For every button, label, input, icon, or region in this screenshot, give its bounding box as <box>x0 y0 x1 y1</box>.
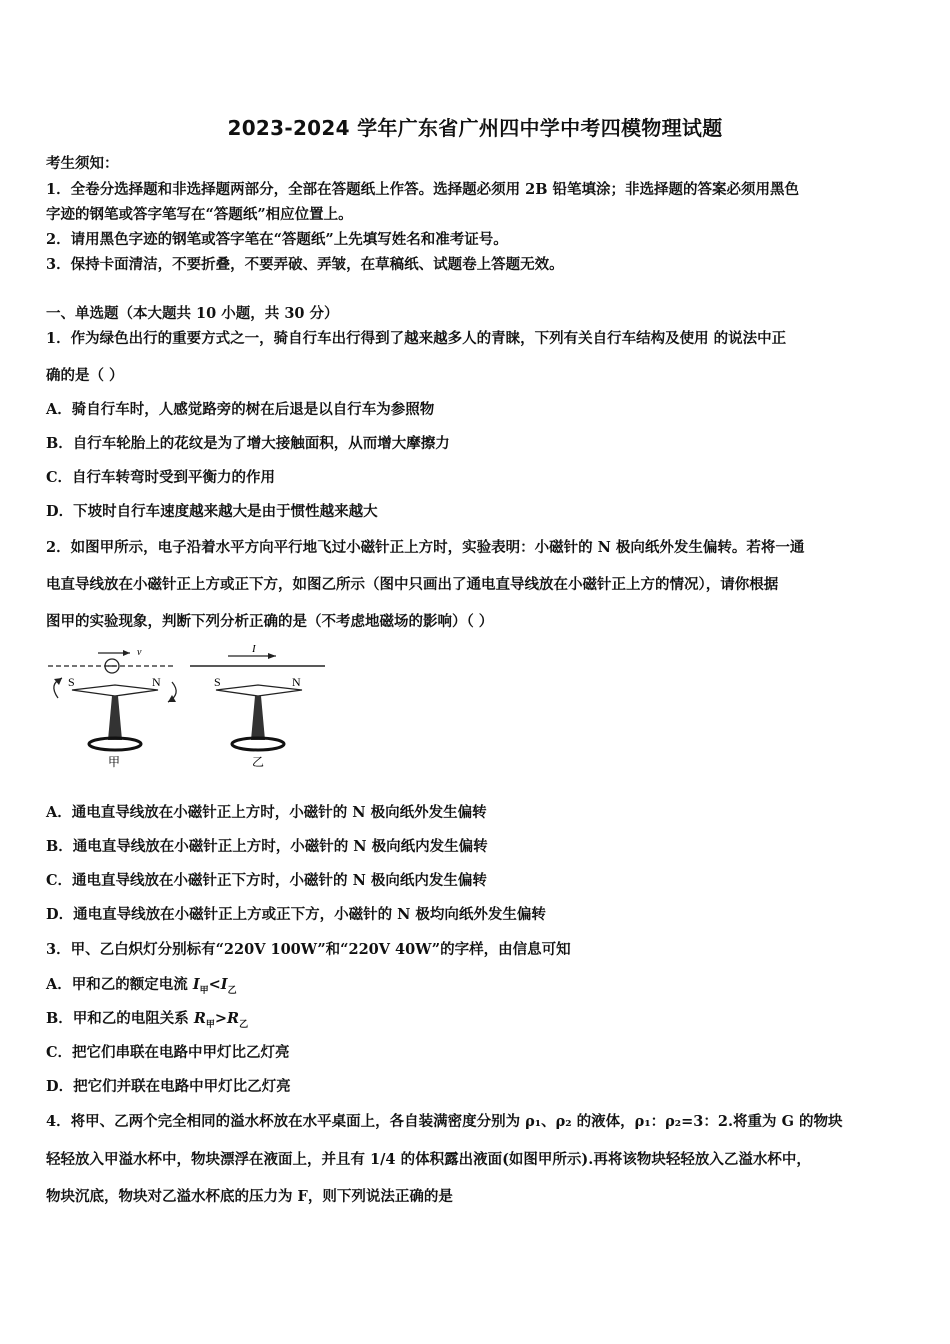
current-arrowhead <box>268 653 276 659</box>
notice-item-2: 2．请用黑色字迹的钢笔或答字笔在“答题纸”上先填写姓名和准考证号。 <box>46 231 508 248</box>
notice-item-1-cont: 字迹的钢笔或答字笔写在“答题纸”相应位置上。 <box>46 206 353 223</box>
current-symbol: I <box>192 976 200 993</box>
resistance-symbol: R <box>227 1010 240 1027</box>
q3-option-a-text: A．甲和乙的额定电流 <box>46 976 193 993</box>
compass-needle-right <box>216 685 302 696</box>
compass-stand-right <box>251 696 265 740</box>
subscript-yi: 乙 <box>227 985 237 996</box>
notice-heading: 考生须知： <box>46 155 119 172</box>
subscript-jia: 甲 <box>199 985 209 996</box>
q1-option-c: C．自行车转弯时受到平衡力的作用 <box>46 469 276 486</box>
figure-label-yi: 乙 <box>252 755 265 769</box>
figure-label-jia: 甲 <box>108 755 121 769</box>
q4-stem-cont: 轻轻放入甲溢水杯中，物块漂浮在液面上，并且有 1/4 的体积露出液面(如图甲所示).再将该物块轻轻放入乙溢水杯中， <box>46 1151 811 1168</box>
subscript-yi: 乙 <box>239 1019 249 1030</box>
compass-needle-left <box>72 685 158 696</box>
south-label-right: S <box>214 675 221 689</box>
notice-item-3: 3．保持卡面清洁，不要折叠，不要弄破、弄皱，在草稿纸、试题卷上答题无效。 <box>46 256 564 273</box>
q3-option-c: C．把它们串联在电路中甲灯比乙灯亮 <box>46 1044 290 1061</box>
north-label-right: N <box>292 675 301 689</box>
q3-option-b-text: B．甲和乙的电阻关系 <box>46 1010 194 1027</box>
q2-option-b: B．通电直导线放在小磁针正上方时，小磁针的 N 极向纸内发生偏转 <box>46 838 488 855</box>
q4-stem-cont-2: 物块沉底，物块对乙溢水杯底的压力为 F，则下列说法正确的是 <box>46 1188 453 1205</box>
south-label-left: S <box>68 675 75 689</box>
less-than: < <box>208 976 221 993</box>
q2-stem: 2．如图甲所示，电子沿着水平方向平行地飞过小磁针正上方时，实验表明：小磁针的 N 极向纸外发生偏转。若将一通 <box>46 539 805 556</box>
q2-stem-cont-2: 图甲的实验现象，判断下列分析正确的是（不考虑地磁场的影响）（ ） <box>46 613 494 630</box>
subscript-jia: 甲 <box>205 1019 215 1030</box>
velocity-label: v <box>137 647 142 658</box>
q2-stem-cont: 电直导线放在小磁针正上方或正下方，如图乙所示（图中只画出了通电直导线放在小磁针正上方的情况），请你根据 <box>46 576 779 593</box>
north-label-left: N <box>152 675 161 689</box>
current-label: I <box>252 643 256 655</box>
q1-option-a: A．骑自行车时，人感觉路旁的树在后退是以自行车为参照物 <box>46 401 435 418</box>
section-heading: 一、单选题（本大题共 10 小题，共 30 分） <box>46 305 339 322</box>
compass-stand-left <box>108 696 122 740</box>
q3-option-a <box>46 973 237 996</box>
q1-stem-cont: 确的是（ ） <box>46 367 124 384</box>
q2-option-c: C．通电直导线放在小磁针正下方时，小磁针的 N 极向纸内发生偏转 <box>46 872 487 889</box>
resistance-symbol: R <box>193 1010 206 1027</box>
q3-stem: 3．甲、乙白炽灯分别标有“220V 100W”和“220V 40W”的字样，由信息可知 <box>46 941 571 958</box>
greater-than: > <box>214 1010 228 1027</box>
q2-option-a: A．通电直导线放在小磁针正上方时，小磁针的 N 极向纸外发生偏转 <box>46 804 487 821</box>
q1-option-d: D．下坡时自行车速度越来越大是由于惯性越来越大 <box>46 503 378 520</box>
q1-stem: 1．作为绿色出行的重要方式之一，骑自行车出行得到了越来越多人的青睐，下列有关自行车结构及使用 的说法中正 <box>46 330 787 347</box>
q1-option-b: B．自行车轮胎上的花纹是为了增大接触面积，从而增大摩擦力 <box>46 435 450 452</box>
q4-stem: 4．将甲、乙两个完全相同的溢水杯放在水平桌面上，各自装满密度分别为 ρ₁、ρ₂ 的液体，ρ₁：ρ₂=3：2.将重为 G 的物块 <box>46 1113 843 1130</box>
current-symbol: I <box>220 976 228 993</box>
compass-figure <box>40 640 340 780</box>
velocity-arrowhead <box>123 650 130 656</box>
q3-option-d: D．把它们并联在电路中甲灯比乙灯亮 <box>46 1078 291 1095</box>
page-title: 2023-2024 学年广东省广州四中学中考四模物理试题 <box>227 116 723 140</box>
notice-item-1: 1．全卷分选择题和非选择题两部分，全部在答题纸上作答。选择题必须用 2B 铅笔填涂；非选择题的答案必须用黑色 <box>46 181 800 198</box>
q3-option-b <box>46 1007 248 1030</box>
q2-option-d: D．通电直导线放在小磁针正上方或正下方，小磁针的 N 极均向纸外发生偏转 <box>46 906 546 923</box>
